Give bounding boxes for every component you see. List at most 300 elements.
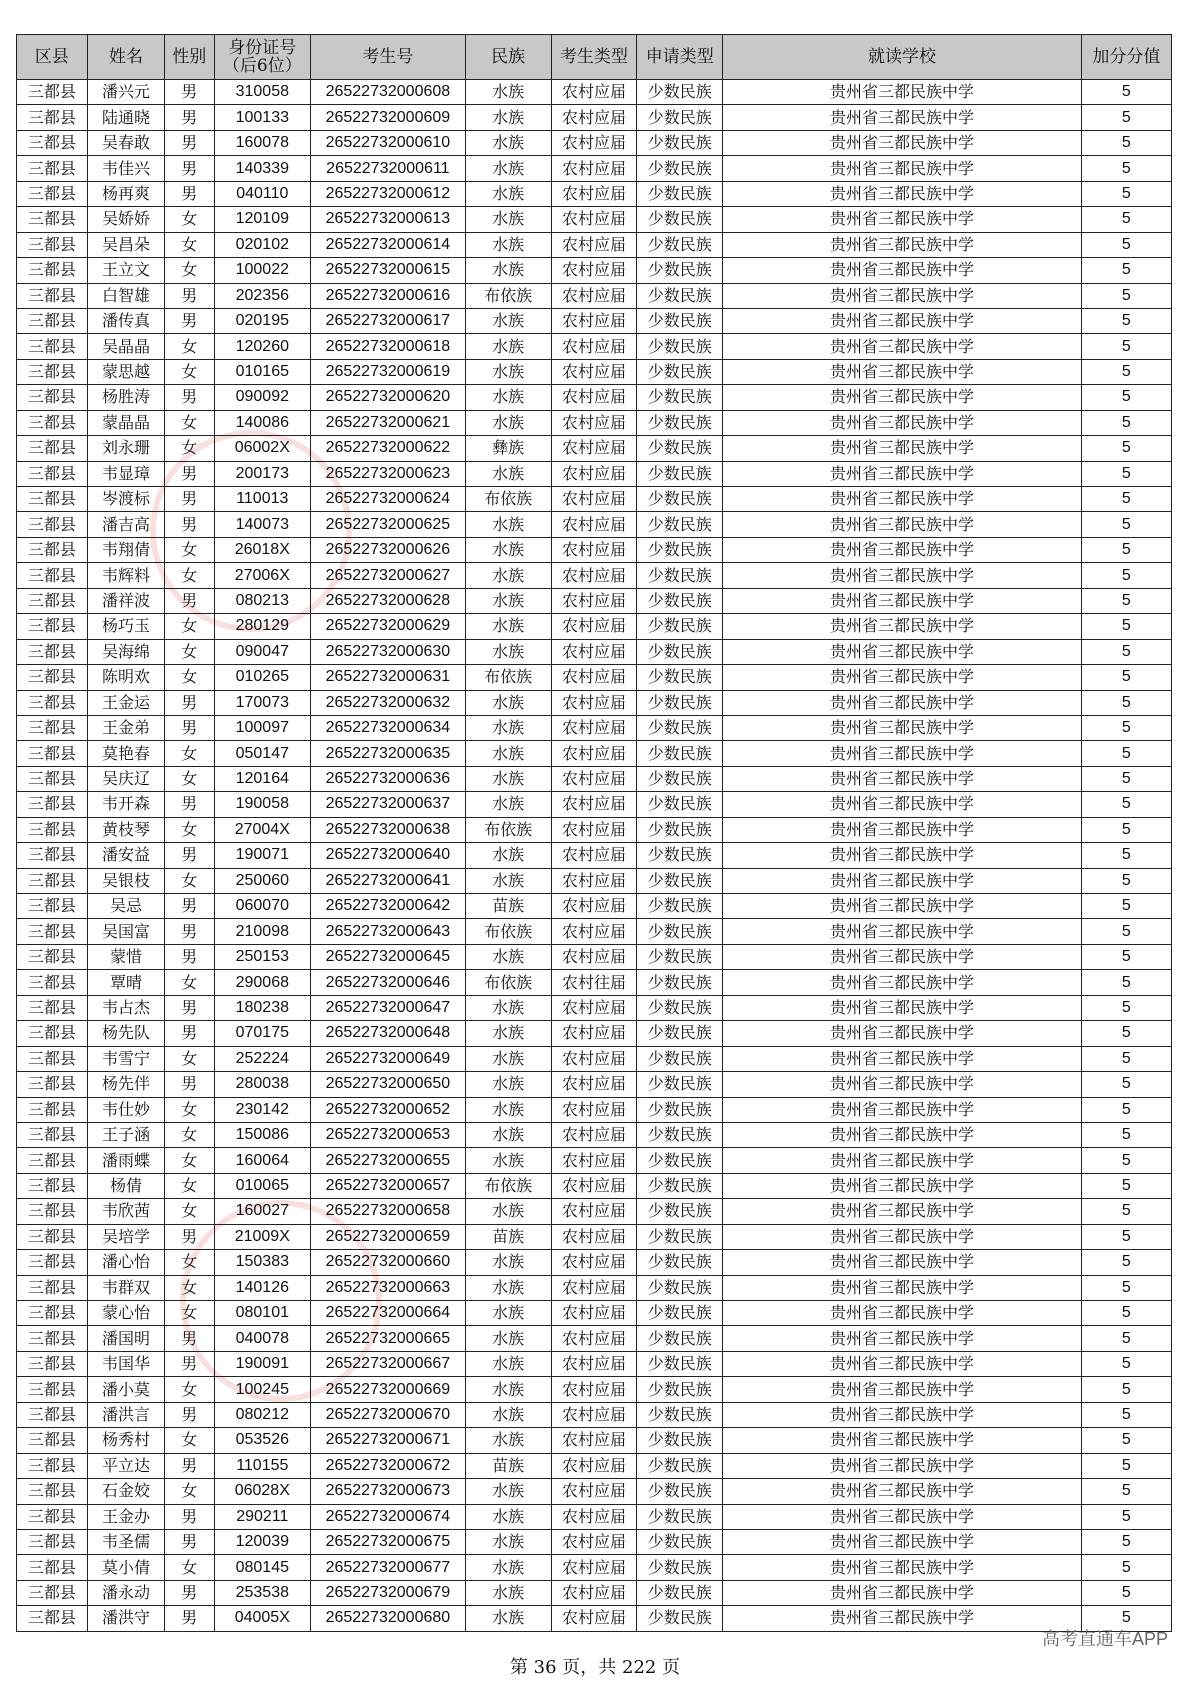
cell-col-name: 韦翔倩 [87, 537, 164, 562]
cell-col-application-type: 少数民族 [637, 1479, 723, 1504]
cell-col-exam-number: 26522732000636 [311, 766, 466, 791]
cell-col-id-last6: 202356 [214, 283, 311, 308]
cell-col-gender: 男 [165, 1072, 214, 1097]
header-col-name: 姓名 [87, 35, 164, 80]
table-row [17, 156, 1172, 181]
cell-col-exam-number: 26522732000673 [311, 1479, 466, 1504]
cell-col-county: 三都县 [17, 690, 88, 715]
cell-col-school: 贵州省三都民族中学 [723, 614, 1082, 639]
cell-col-school: 贵州省三都民族中学 [723, 1529, 1082, 1554]
cell-col-ethnicity: 彝族 [465, 436, 551, 461]
cell-col-bonus-points: 5 [1081, 843, 1171, 868]
cell-col-name: 潘雨蝶 [87, 1148, 164, 1173]
cell-col-ethnicity: 水族 [465, 690, 551, 715]
cell-col-application-type: 少数民族 [637, 232, 723, 257]
cell-col-id-last6: 280129 [214, 614, 311, 639]
cell-col-candidate-type: 农村应届 [551, 665, 637, 690]
table-row [17, 1428, 1172, 1453]
cell-col-name: 吴忌 [87, 894, 164, 919]
cell-col-county: 三都县 [17, 1453, 88, 1478]
table-row [17, 1250, 1172, 1275]
cell-col-name: 韦欣茜 [87, 1199, 164, 1224]
cell-col-candidate-type: 农村应届 [551, 1606, 637, 1631]
table-row [17, 639, 1172, 664]
cell-col-candidate-type: 农村应届 [551, 1046, 637, 1071]
cell-col-exam-number: 26522732000637 [311, 792, 466, 817]
cell-col-candidate-type: 农村应届 [551, 80, 637, 105]
cell-col-candidate-type: 农村应届 [551, 1529, 637, 1554]
cell-col-county: 三都县 [17, 1326, 88, 1351]
cell-col-id-last6: 120164 [214, 766, 311, 791]
cell-col-ethnicity: 水族 [465, 258, 551, 283]
cell-col-application-type: 少数民族 [637, 410, 723, 435]
cell-col-gender: 男 [165, 283, 214, 308]
cell-col-school: 贵州省三都民族中学 [723, 1199, 1082, 1224]
cell-col-name: 韦雪宁 [87, 1046, 164, 1071]
cell-col-gender: 男 [165, 1021, 214, 1046]
cell-col-id-last6: 040110 [214, 181, 311, 206]
cell-col-application-type: 少数民族 [637, 970, 723, 995]
cell-col-id-last6: 090047 [214, 639, 311, 664]
cell-col-bonus-points: 5 [1081, 894, 1171, 919]
cell-col-application-type: 少数民族 [637, 741, 723, 766]
cell-col-exam-number: 26522732000647 [311, 995, 466, 1020]
cell-col-bonus-points: 5 [1081, 537, 1171, 562]
cell-col-application-type: 少数民族 [637, 944, 723, 969]
cell-col-ethnicity: 水族 [465, 944, 551, 969]
cell-col-id-last6: 190071 [214, 843, 311, 868]
cell-col-id-last6: 27006X [214, 563, 311, 588]
header-col-exam-number: 考生号 [311, 35, 466, 80]
cell-col-id-last6: 090092 [214, 385, 311, 410]
cell-col-id-last6: 010165 [214, 359, 311, 384]
cell-col-bonus-points: 5 [1081, 690, 1171, 715]
cell-col-application-type: 少数民族 [637, 868, 723, 893]
cell-col-application-type: 少数民族 [637, 1199, 723, 1224]
cell-col-bonus-points: 5 [1081, 410, 1171, 435]
cell-col-county: 三都县 [17, 436, 88, 461]
cell-col-bonus-points: 5 [1081, 563, 1171, 588]
table-row [17, 334, 1172, 359]
cell-col-name: 杨秀村 [87, 1428, 164, 1453]
cell-col-id-last6: 190058 [214, 792, 311, 817]
cell-col-school: 贵州省三都民族中学 [723, 334, 1082, 359]
cell-col-candidate-type: 农村应届 [551, 1148, 637, 1173]
cell-col-bonus-points: 5 [1081, 715, 1171, 740]
cell-col-ethnicity: 水族 [465, 741, 551, 766]
cell-col-application-type: 少数民族 [637, 614, 723, 639]
cell-col-id-last6: 310058 [214, 80, 311, 105]
cell-col-bonus-points: 5 [1081, 1301, 1171, 1326]
cell-col-candidate-type: 农村应届 [551, 181, 637, 206]
cell-col-name: 杨胜涛 [87, 385, 164, 410]
cell-col-school: 贵州省三都民族中学 [723, 1122, 1082, 1147]
cell-col-county: 三都县 [17, 1479, 88, 1504]
cell-col-application-type: 少数民族 [637, 436, 723, 461]
cell-col-ethnicity: 水族 [465, 588, 551, 613]
table-row [17, 258, 1172, 283]
cell-col-gender: 女 [165, 868, 214, 893]
cell-col-gender: 女 [165, 1046, 214, 1071]
cell-col-school: 贵州省三都民族中学 [723, 817, 1082, 842]
cell-col-bonus-points: 5 [1081, 1199, 1171, 1224]
cell-col-exam-number: 26522732000608 [311, 80, 466, 105]
cell-col-bonus-points: 5 [1081, 1250, 1171, 1275]
cell-col-county: 三都县 [17, 995, 88, 1020]
cell-col-exam-number: 26522732000649 [311, 1046, 466, 1071]
cell-col-candidate-type: 农村往届 [551, 970, 637, 995]
cell-col-ethnicity: 水族 [465, 105, 551, 130]
cell-col-exam-number: 26522732000629 [311, 614, 466, 639]
cell-col-gender: 男 [165, 919, 214, 944]
cell-col-gender: 男 [165, 715, 214, 740]
table-row [17, 181, 1172, 206]
cell-col-candidate-type: 农村应届 [551, 741, 637, 766]
cell-col-school: 贵州省三都民族中学 [723, 436, 1082, 461]
cell-col-candidate-type: 农村应届 [551, 894, 637, 919]
cell-col-exam-number: 26522732000670 [311, 1402, 466, 1427]
cell-col-gender: 女 [165, 1173, 214, 1198]
cell-col-county: 三都县 [17, 105, 88, 130]
cell-col-candidate-type: 农村应届 [551, 537, 637, 562]
cell-col-application-type: 少数民族 [637, 105, 723, 130]
cell-col-bonus-points: 5 [1081, 181, 1171, 206]
cell-col-name: 韦国华 [87, 1351, 164, 1376]
cell-col-county: 三都县 [17, 1173, 88, 1198]
cell-col-school: 贵州省三都民族中学 [723, 1301, 1082, 1326]
cell-col-gender: 男 [165, 308, 214, 333]
cell-col-application-type: 少数民族 [637, 1504, 723, 1529]
cell-col-id-last6: 050147 [214, 741, 311, 766]
cell-col-name: 潘洪言 [87, 1402, 164, 1427]
table-row [17, 1555, 1172, 1580]
cell-col-name: 杨先伴 [87, 1072, 164, 1097]
table-row [17, 1504, 1172, 1529]
cell-col-name: 陈明欢 [87, 665, 164, 690]
cell-col-ethnicity: 水族 [465, 207, 551, 232]
cell-col-application-type: 少数民族 [637, 1224, 723, 1249]
cell-col-exam-number: 26522732000677 [311, 1555, 466, 1580]
cell-col-id-last6: 053526 [214, 1428, 311, 1453]
cell-col-gender: 女 [165, 1428, 214, 1453]
cell-col-county: 三都县 [17, 258, 88, 283]
cell-col-ethnicity: 水族 [465, 1555, 551, 1580]
cell-col-exam-number: 26522732000630 [311, 639, 466, 664]
cell-col-ethnicity: 布依族 [465, 283, 551, 308]
cell-col-candidate-type: 农村应届 [551, 1275, 637, 1300]
cell-col-county: 三都县 [17, 665, 88, 690]
cell-col-id-last6: 100133 [214, 105, 311, 130]
cell-col-ethnicity: 水族 [465, 792, 551, 817]
cell-col-name: 吴国富 [87, 919, 164, 944]
cell-col-ethnicity: 水族 [465, 639, 551, 664]
cell-col-name: 潘国明 [87, 1326, 164, 1351]
cell-col-name: 吴庆辽 [87, 766, 164, 791]
cell-col-exam-number: 26522732000632 [311, 690, 466, 715]
cell-col-candidate-type: 农村应届 [551, 1351, 637, 1376]
cell-col-gender: 女 [165, 1199, 214, 1224]
cell-col-id-last6: 110013 [214, 487, 311, 512]
cell-col-id-last6: 230142 [214, 1097, 311, 1122]
cell-col-county: 三都县 [17, 1351, 88, 1376]
cell-col-application-type: 少数民族 [637, 919, 723, 944]
cell-col-gender: 男 [165, 1402, 214, 1427]
cell-col-candidate-type: 农村应届 [551, 1021, 637, 1046]
cell-col-exam-number: 26522732000671 [311, 1428, 466, 1453]
cell-col-county: 三都县 [17, 843, 88, 868]
table-row [17, 588, 1172, 613]
cell-col-exam-number: 26522732000665 [311, 1326, 466, 1351]
cell-col-id-last6: 170073 [214, 690, 311, 715]
cell-col-candidate-type: 农村应届 [551, 1072, 637, 1097]
cell-col-gender: 女 [165, 817, 214, 842]
cell-col-county: 三都县 [17, 1428, 88, 1453]
cell-col-bonus-points: 5 [1081, 1453, 1171, 1478]
cell-col-name: 刘永珊 [87, 436, 164, 461]
cell-col-school: 贵州省三都民族中学 [723, 385, 1082, 410]
cell-col-bonus-points: 5 [1081, 741, 1171, 766]
table-row [17, 1351, 1172, 1376]
cell-col-application-type: 少数民族 [637, 207, 723, 232]
cell-col-candidate-type: 农村应届 [551, 995, 637, 1020]
cell-col-application-type: 少数民族 [637, 817, 723, 842]
table-row [17, 105, 1172, 130]
cell-col-application-type: 少数民族 [637, 1351, 723, 1376]
cell-col-exam-number: 26522732000611 [311, 156, 466, 181]
cell-col-application-type: 少数民族 [637, 766, 723, 791]
table-row [17, 1479, 1172, 1504]
cell-col-exam-number: 26522732000643 [311, 919, 466, 944]
cell-col-exam-number: 26522732000667 [311, 1351, 466, 1376]
cell-col-school: 贵州省三都民族中学 [723, 639, 1082, 664]
cell-col-school: 贵州省三都民族中学 [723, 1555, 1082, 1580]
table-row [17, 665, 1172, 690]
cell-col-name: 吴娇娇 [87, 207, 164, 232]
cell-col-exam-number: 26522732000619 [311, 359, 466, 384]
cell-col-ethnicity: 水族 [465, 1580, 551, 1605]
cell-col-gender: 女 [165, 1479, 214, 1504]
cell-col-name: 韦辉料 [87, 563, 164, 588]
cell-col-bonus-points: 5 [1081, 1580, 1171, 1605]
table-row [17, 817, 1172, 842]
cell-col-gender: 女 [165, 1555, 214, 1580]
cell-col-exam-number: 26522732000653 [311, 1122, 466, 1147]
cell-col-gender: 男 [165, 181, 214, 206]
cell-col-ethnicity: 布依族 [465, 487, 551, 512]
cell-col-school: 贵州省三都民族中学 [723, 1250, 1082, 1275]
cell-col-candidate-type: 农村应届 [551, 1555, 637, 1580]
cell-col-county: 三都县 [17, 868, 88, 893]
cell-col-name: 王金运 [87, 690, 164, 715]
cell-col-id-last6: 250060 [214, 868, 311, 893]
cell-col-application-type: 少数民族 [637, 1148, 723, 1173]
cell-col-bonus-points: 5 [1081, 970, 1171, 995]
cell-col-school: 贵州省三都民族中学 [723, 563, 1082, 588]
cell-col-id-last6: 250153 [214, 944, 311, 969]
table-row [17, 436, 1172, 461]
cell-col-exam-number: 26522732000659 [311, 1224, 466, 1249]
cell-col-county: 三都县 [17, 1606, 88, 1631]
table-row [17, 283, 1172, 308]
cell-col-exam-number: 26522732000638 [311, 817, 466, 842]
cell-col-county: 三都县 [17, 1224, 88, 1249]
cell-col-id-last6: 140126 [214, 1275, 311, 1300]
cell-col-county: 三都县 [17, 944, 88, 969]
cell-col-gender: 男 [165, 1580, 214, 1605]
cell-col-name: 吴晶晶 [87, 334, 164, 359]
cell-col-exam-number: 26522732000621 [311, 410, 466, 435]
cell-col-exam-number: 26522732000650 [311, 1072, 466, 1097]
cell-col-ethnicity: 水族 [465, 1504, 551, 1529]
table-row [17, 207, 1172, 232]
cell-col-county: 三都县 [17, 283, 88, 308]
cell-col-id-last6: 010265 [214, 665, 311, 690]
cell-col-exam-number: 26522732000641 [311, 868, 466, 893]
cell-col-name: 蒙思越 [87, 359, 164, 384]
cell-col-bonus-points: 5 [1081, 436, 1171, 461]
cell-col-application-type: 少数民族 [637, 1122, 723, 1147]
cell-col-school: 贵州省三都民族中学 [723, 1224, 1082, 1249]
table-row [17, 1377, 1172, 1402]
cell-col-ethnicity: 水族 [465, 1122, 551, 1147]
cell-col-candidate-type: 农村应届 [551, 792, 637, 817]
cell-col-school: 贵州省三都民族中学 [723, 1351, 1082, 1376]
cell-col-bonus-points: 5 [1081, 1097, 1171, 1122]
cell-col-school: 贵州省三都民族中学 [723, 207, 1082, 232]
cell-col-candidate-type: 农村应届 [551, 944, 637, 969]
cell-col-bonus-points: 5 [1081, 258, 1171, 283]
cell-col-id-last6: 21009X [214, 1224, 311, 1249]
cell-col-school: 贵州省三都民族中学 [723, 1580, 1082, 1605]
cell-col-gender: 男 [165, 1606, 214, 1631]
cell-col-exam-number: 26522732000672 [311, 1453, 466, 1478]
cell-col-name: 王金办 [87, 1504, 164, 1529]
cell-col-school: 贵州省三都民族中学 [723, 1097, 1082, 1122]
cell-col-county: 三都县 [17, 512, 88, 537]
cell-col-ethnicity: 水族 [465, 359, 551, 384]
cell-col-ethnicity: 水族 [465, 1402, 551, 1427]
cell-col-id-last6: 070175 [214, 1021, 311, 1046]
cell-col-ethnicity: 布依族 [465, 970, 551, 995]
cell-col-school: 贵州省三都民族中学 [723, 410, 1082, 435]
cell-col-county: 三都县 [17, 308, 88, 333]
cell-col-county: 三都县 [17, 817, 88, 842]
cell-col-candidate-type: 农村应届 [551, 614, 637, 639]
cell-col-gender: 女 [165, 1250, 214, 1275]
cell-col-bonus-points: 5 [1081, 1351, 1171, 1376]
cell-col-application-type: 少数民族 [637, 156, 723, 181]
cell-col-id-last6: 080145 [214, 1555, 311, 1580]
cell-col-ethnicity: 水族 [465, 1250, 551, 1275]
cell-col-gender: 男 [165, 792, 214, 817]
cell-col-county: 三都县 [17, 80, 88, 105]
cell-col-id-last6: 140073 [214, 512, 311, 537]
cell-col-candidate-type: 农村应届 [551, 1504, 637, 1529]
cell-col-candidate-type: 农村应届 [551, 715, 637, 740]
cell-col-county: 三都县 [17, 639, 88, 664]
cell-col-name: 王金弟 [87, 715, 164, 740]
cell-col-exam-number: 26522732000618 [311, 334, 466, 359]
cell-col-gender: 女 [165, 1377, 214, 1402]
cell-col-ethnicity: 布依族 [465, 919, 551, 944]
table-row [17, 1097, 1172, 1122]
cell-col-ethnicity: 水族 [465, 1046, 551, 1071]
cell-col-id-last6: 26018X [214, 537, 311, 562]
cell-col-id-last6: 100097 [214, 715, 311, 740]
cell-col-gender: 女 [165, 537, 214, 562]
cell-col-name: 韦占杰 [87, 995, 164, 1020]
cell-col-id-last6: 010065 [214, 1173, 311, 1198]
table-row [17, 1021, 1172, 1046]
cell-col-school: 贵州省三都民族中学 [723, 487, 1082, 512]
cell-col-gender: 男 [165, 1351, 214, 1376]
cell-col-candidate-type: 农村应届 [551, 639, 637, 664]
cell-col-gender: 女 [165, 614, 214, 639]
cell-col-county: 三都县 [17, 919, 88, 944]
cell-col-application-type: 少数民族 [637, 1555, 723, 1580]
cell-col-name: 蒙心怡 [87, 1301, 164, 1326]
cell-col-county: 三都县 [17, 1504, 88, 1529]
cell-col-ethnicity: 水族 [465, 868, 551, 893]
cell-col-candidate-type: 农村应届 [551, 1173, 637, 1198]
cell-col-exam-number: 26522732000679 [311, 1580, 466, 1605]
cell-col-exam-number: 26522732000663 [311, 1275, 466, 1300]
cell-col-exam-number: 26522732000631 [311, 665, 466, 690]
cell-col-candidate-type: 农村应届 [551, 359, 637, 384]
table-row [17, 944, 1172, 969]
cell-col-exam-number: 26522732000617 [311, 308, 466, 333]
table-row [17, 385, 1172, 410]
cell-col-school: 贵州省三都民族中学 [723, 80, 1082, 105]
cell-col-ethnicity: 水族 [465, 232, 551, 257]
table-row [17, 995, 1172, 1020]
cell-col-bonus-points: 5 [1081, 817, 1171, 842]
cell-col-bonus-points: 5 [1081, 334, 1171, 359]
cell-col-application-type: 少数民族 [637, 1097, 723, 1122]
cell-col-application-type: 少数民族 [637, 1606, 723, 1631]
cell-col-bonus-points: 5 [1081, 1529, 1171, 1554]
cell-col-application-type: 少数民族 [637, 1453, 723, 1478]
cell-col-id-last6: 253538 [214, 1580, 311, 1605]
cell-col-name: 杨倩 [87, 1173, 164, 1198]
cell-col-gender: 女 [165, 665, 214, 690]
table-row [17, 792, 1172, 817]
cell-col-school: 贵州省三都民族中学 [723, 308, 1082, 333]
table-row [17, 843, 1172, 868]
cell-col-ethnicity: 水族 [465, 385, 551, 410]
cell-col-ethnicity: 水族 [465, 1097, 551, 1122]
cell-col-bonus-points: 5 [1081, 80, 1171, 105]
cell-col-id-last6: 140339 [214, 156, 311, 181]
cell-col-candidate-type: 农村应届 [551, 130, 637, 155]
cell-col-candidate-type: 农村应届 [551, 258, 637, 283]
cell-col-ethnicity: 水族 [465, 715, 551, 740]
cell-col-application-type: 少数民族 [637, 995, 723, 1020]
cell-col-gender: 女 [165, 741, 214, 766]
cell-col-id-last6: 080213 [214, 588, 311, 613]
cell-col-ethnicity: 水族 [465, 1148, 551, 1173]
cell-col-candidate-type: 农村应届 [551, 283, 637, 308]
cell-col-application-type: 少数民族 [637, 588, 723, 613]
cell-col-ethnicity: 水族 [465, 512, 551, 537]
cell-col-ethnicity: 水族 [465, 1072, 551, 1097]
cell-col-gender: 男 [165, 487, 214, 512]
cell-col-bonus-points: 5 [1081, 1606, 1171, 1631]
table-row [17, 894, 1172, 919]
cell-col-bonus-points: 5 [1081, 1046, 1171, 1071]
cell-col-gender: 女 [165, 258, 214, 283]
cell-col-school: 贵州省三都民族中学 [723, 1072, 1082, 1097]
